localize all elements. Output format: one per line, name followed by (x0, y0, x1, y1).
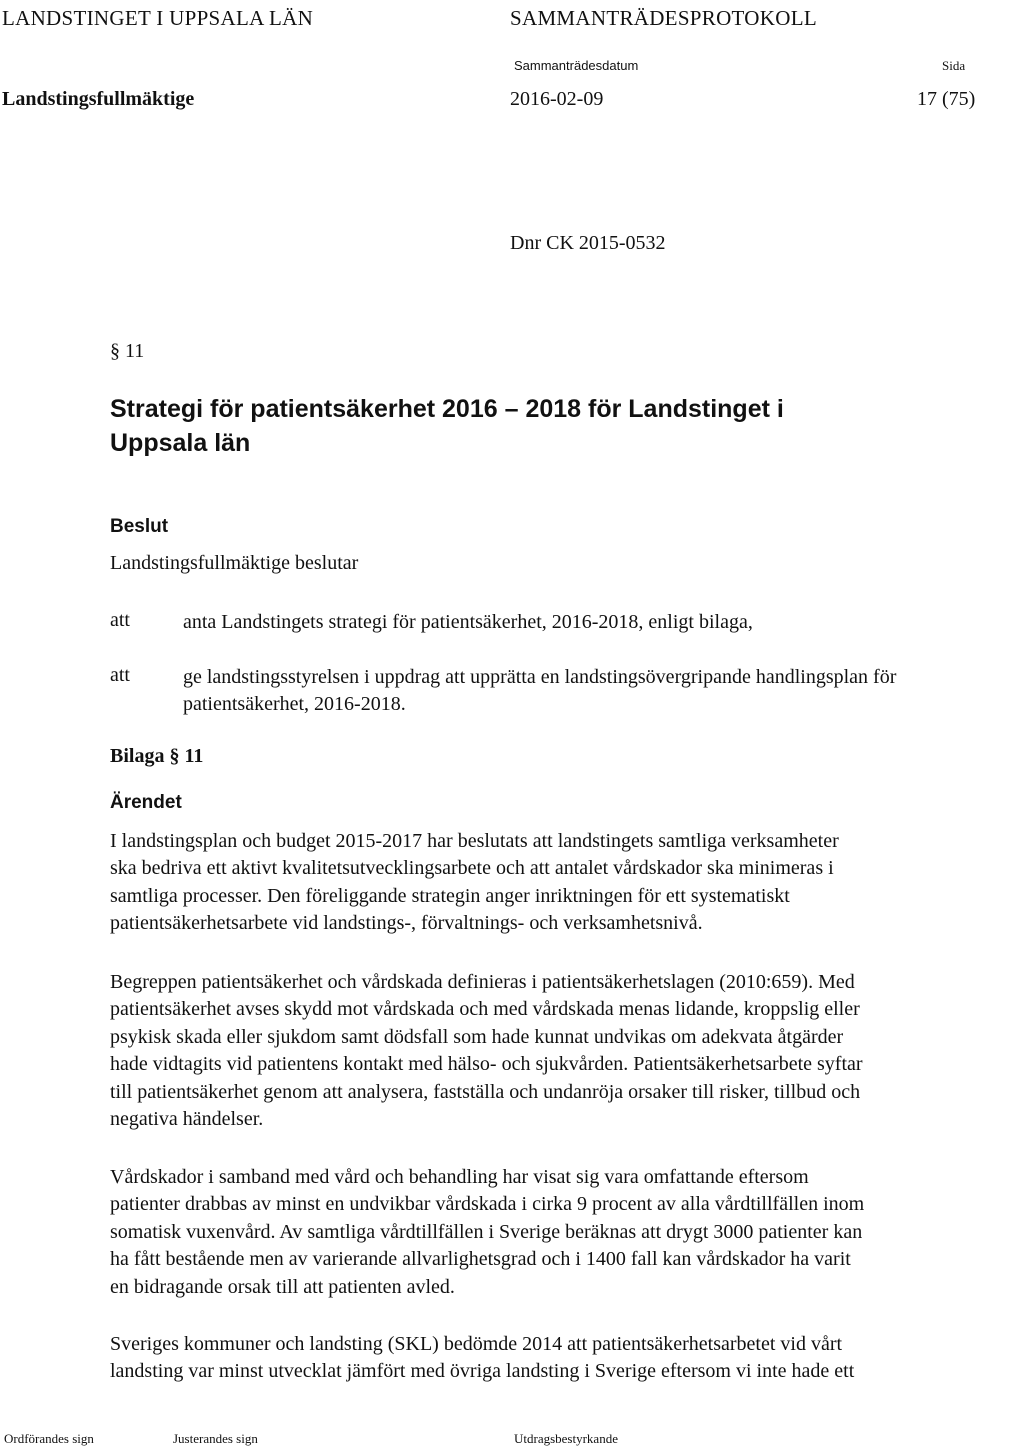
meeting-date: 2016-02-09 (510, 88, 604, 110)
assembly-name: Landstingsfullmäktige (2, 88, 195, 110)
paragraph-line: en bidragande orsak till att patienten avled. (110, 1275, 455, 1298)
decision-item-label: att (110, 664, 130, 686)
paragraph-line: Begreppen patientsäkerhet och vårdskada definieras i patientsäkerhetslagen (2010:659). Med (110, 971, 855, 993)
matter-heading: Ärendet (110, 792, 182, 813)
paragraph-line: Sveriges kommuner och landsting (SKL) bedömde 2014 att patientsäkerhetsarbetet vid vårt (110, 1333, 843, 1355)
extract-certification-label: Utdragsbestyrkande (514, 1431, 618, 1446)
decision-item-label: att (110, 609, 130, 631)
document-type: SAMMANTRÄDESPROTOKOLL (510, 6, 817, 30)
section-number: § 11 (110, 340, 145, 362)
decision-intro: Landstingsfullmäktige beslutar (110, 552, 359, 574)
paragraph-line: somatisk vuxenvård. Av samtliga vårdtillfällen i Sverige beräknas att drygt 3000 patienter kan (110, 1220, 863, 1243)
paragraph-line: samtliga processer. Den föreliggande strategin anger inriktningen för ett systematiskt (110, 884, 790, 907)
paragraph-line: landsting var minst utvecklat jämfört med övriga landsting i Sverige eftersom vi inte hade ett (110, 1360, 855, 1383)
paragraph-line: negativa händelser. (110, 1108, 264, 1131)
chair-signature-label: Ordförandes sign (4, 1431, 94, 1446)
page-title: Strategi för patientsäkerhet 2016 – 2018 för Landstinget i Uppsala län (110, 395, 784, 457)
matter-paragraph (110, 969, 1024, 1133)
paragraph-line: I landstingsplan och budget 2015-2017 har beslutats att landstingets samtliga verksamheter (110, 830, 839, 852)
paragraph-line: ha fått bestående men av varierande allvarlighetsgrad och i 1400 fall kan vårdskador ha varit (110, 1248, 851, 1271)
decision-item-text: ge landstingsstyrelsen i uppdrag att upprätta en landstingsövergripande handlingsplan för patientsäkerhet, 2016-2018. (183, 666, 897, 715)
matter-paragraph (110, 1164, 1024, 1301)
paragraph-line: till patientsäkerhet genom att analysera, fastställa och undanröja orsaker till risker, tillbud och (110, 1080, 861, 1103)
paragraph-line: patienter drabbas av minst en undvikbar vårdskada i cirka 9 procent av alla vårdtillfällen inom (110, 1193, 865, 1216)
attachment-reference: Bilaga § 11 (110, 745, 204, 767)
paragraph-line: Vårdskador i samband med vård och behandling har visat sig vara omfattande eftersom (110, 1166, 809, 1188)
adjuster-signature-label: Justerandes sign (173, 1431, 258, 1446)
page-number: 17 (75) (917, 88, 976, 110)
paragraph-line: hade vidtagits vid patientens kontakt med hälso- och sjukvården. Patientsäkerhetsarbete syftar (110, 1053, 863, 1076)
paragraph-line: patientsäkerhet avses skydd mot vårdskada och med vårdskada menas lidande, kroppslig eller (110, 998, 860, 1021)
paragraph-line: psykisk skada eller sjukdom samt dödsfall som hade kunnat undvikas om adekvata åtgärder (110, 1025, 844, 1048)
registration-number: Dnr CK 2015-0532 (510, 232, 666, 254)
page-label: Sida (942, 58, 966, 73)
date-label: Sammanträdesdatum (514, 58, 639, 73)
matter-paragraph (110, 828, 1024, 938)
organization-name: LANDSTINGET I UPPSALA LÄN (2, 6, 314, 30)
decision-heading: Beslut (110, 516, 169, 537)
decision-item-text: anta Landstingets strategi för patientsäkerhet, 2016-2018, enligt bilaga, (183, 611, 753, 633)
matter-paragraph (110, 1331, 1024, 1386)
paragraph-line: ska bedriva ett aktivt kvalitetsutvecklingsarbete och att antalet vårdskador ska minimeras i (110, 857, 834, 880)
paragraph-line: patientsäkerhetsarbete vid landstings-, förvaltnings- och verksamhetsnivå. (110, 912, 703, 935)
